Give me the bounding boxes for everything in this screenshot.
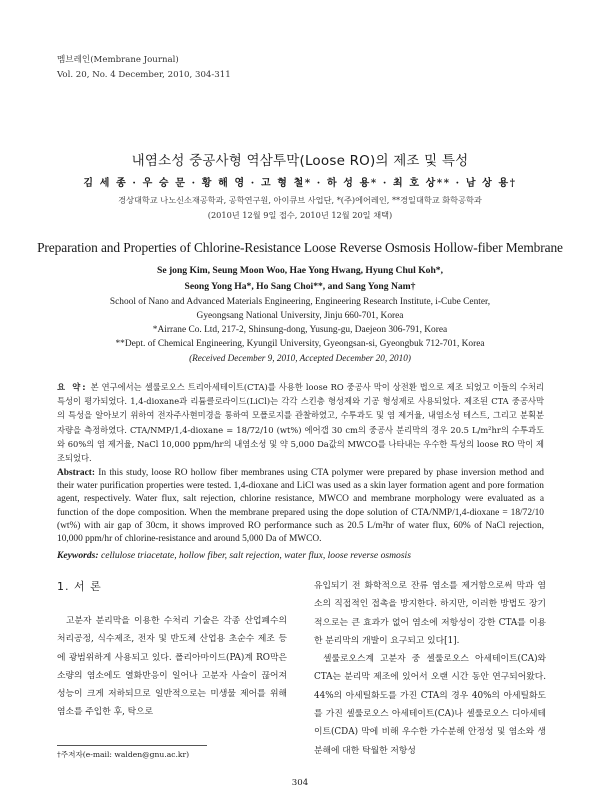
section-heading: 1. 서 론	[57, 580, 102, 593]
intro-left-text: 고분자 분리막을 이용한 수처리 기술은 각종 산업폐수의 처리공정, 식수제조, 전자 및 반도체 산업용 초순수 제조 등에 광범위하게 사용되고 있다. 폴리아마이드(PA)계 RO막은 소량의 염소에도 열화반응이 일어나 고분자 사슬이 끊어져 성능이 크게 저하되므로 일반적으로는 미생물 제어를 위해 염소를 주입한 후, 탁으로	[57, 616, 287, 718]
english-title: Preparation and Properties of Chlorine-Resistance Loose Reverse Osmosis Hollow-fiber Membrane	[37, 240, 563, 255]
korean-affiliation: 경상대학교 나노신소재공학과, 공학연구원, 아이큐브 사업단, *(주)에어레인, **경일대학교 화학공학과	[118, 195, 482, 205]
affiliation-3: **Dept. of Chemical Engineering, Kyungil University, Gyeongsan-si, Gyeongbuk 712-701, Korea	[115, 339, 485, 349]
keywords-label: Keywords:	[57, 550, 99, 561]
korean-abstract-text: 본 연구에서는 셀룰로오스 트리아세테이트(CTA)를 사용한 loose RO 중공사 막이 상전환 법으로 제조 되었고 이들의 수처리 특성이 평가되었다. 1,4-dioxane과 리튬클로라이드(LiCl)는 각각 스킨층 형성제와 기공 형성제로 사용되었다. 제조된 CTA 중공사막의 특성을 알아보기 위하여 전자주사현미경을 통하여 모폴로지를 관찰하였고, 수투과도 및 염 제거율, 내염소성 테스트, 그리고 분획분자량을 측정하였다. CTA/NMP/1,4-dioxane = 18/72/10 (wt%) 에어갭 30 cm의 중공사 분리막의 경우 20.5 L/m²hr의 수투과도와 60%의 염 제거율, NaCl 10,000 ppm/hr의 내염소성 및 약 5,000 Da값의 MWCO를 나타내는 우수한 특성의 loose RO 막이 제조되었다.	[57, 382, 544, 464]
english-abstract-text: In this study, loose RO hollow fiber membranes using CTA polymer were prepared by phase inversion method and their water purification properties were tested. 1,4-dioxane and LiCl was used as a skin layer formation agent and pore formation agent, respectively. Water flux, salt rejection, chlorine resistance, MWCO and membrane morphology were evaluated as a function of the dope composition. When the membrane prepared using the dope solution of CTA/NMP/1,4-dioxane = 18/72/10 (wt%) with air gap of 30cm, it shows improved RO performance such as 20.5 L/m²hr of water flux, 60% of NaCl rejection, 10,000 ppm/hr of chlorine-resistance and around 5,000 Da of MWCO.	[57, 468, 544, 545]
footnote-rule	[57, 745, 207, 746]
affiliation-1-cont: Gyeongsang National University, Jinju 660-701, Korea	[196, 311, 404, 321]
page-number: 304	[291, 778, 309, 788]
intro-right-paragraph-1: 유입되기 전 화학적으로 잔류 염소를 제거함으로써 막과 염소의 직접적인 접촉을 방지한다. 하지만, 이러한 방법도 장기적으로는 큰 효과가 없어 염소에 저항성이 강한 CTA를 이용한 분리막의 개발이 요구되고 있다[1].	[314, 581, 546, 646]
intro-left-column	[57, 612, 287, 722]
english-abstract	[57, 467, 544, 546]
journal-issue: Vol. 20, No. 4 December, 2010, 304-311	[57, 70, 231, 80]
keywords-text: cellulose triacetate, hollow fiber, salt rejection, water flux, loose reverse osmosis	[100, 550, 411, 561]
affiliation-2: *Airrane Co. Ltd, 217-2, Shinsung-dong, Yusung-gu, Daejeon 306-791, Korea	[152, 325, 448, 335]
received-dates: (Received December 9, 2010, Accepted December 20, 2010)	[189, 353, 411, 363]
korean-abstract	[57, 380, 544, 465]
korean-abstract-label: 요 약:	[57, 382, 88, 392]
korean-authors: 김 세 종 · 우 승 문 · 황 해 영 · 고 형 철* · 하 성 용* · 최 호 상** · 남 상 용†	[83, 178, 517, 189]
intro-right-column	[314, 577, 546, 760]
english-authors-line1: Se jong Kim, Seung Moon Woo, Hae Yong Hwang, Hyung Chul Koh*,	[156, 265, 443, 276]
english-authors-line2: Seong Yong Ha*, Ho Sang Choi**, and Sang Yong Nam†	[184, 281, 416, 292]
journal-name: 멤브레인(Membrane Journal)	[57, 55, 179, 65]
korean-title: 내염소성 중공사형 역삼투막(Loose RO)의 제조 및 특성	[131, 153, 469, 169]
keywords	[57, 550, 547, 561]
english-abstract-label: Abstract:	[57, 468, 96, 478]
footnote: †주저자(e-mail: walden@gnu.ac.kr)	[57, 750, 190, 759]
intro-right-paragraph-2: 셀룰로오스계 고분자 중 셀룰로오스 아세테이트(CA)와 CTA는 분리막 제조에 있어서 오랜 시간 동안 연구되어왔다. 44%의 아세틸화도를 가진 CTA의 경우 40%의 아세틸화도를 가진 셀룰로오스 아세테이트(CA)나 셀룰로오스 디아세테이트(CDA) 막에 비해 우수한 가수분해 안정성 및 염소와 생분해에 대한 탁월한 저항성	[314, 654, 546, 756]
korean-dates: (2010년 12월 9일 접수, 2010년 12월 20일 채택)	[207, 210, 393, 220]
affiliation-1: School of Nano and Advanced Materials Engineering, Engineering Research Institute, i-Cube Center,	[109, 297, 491, 307]
